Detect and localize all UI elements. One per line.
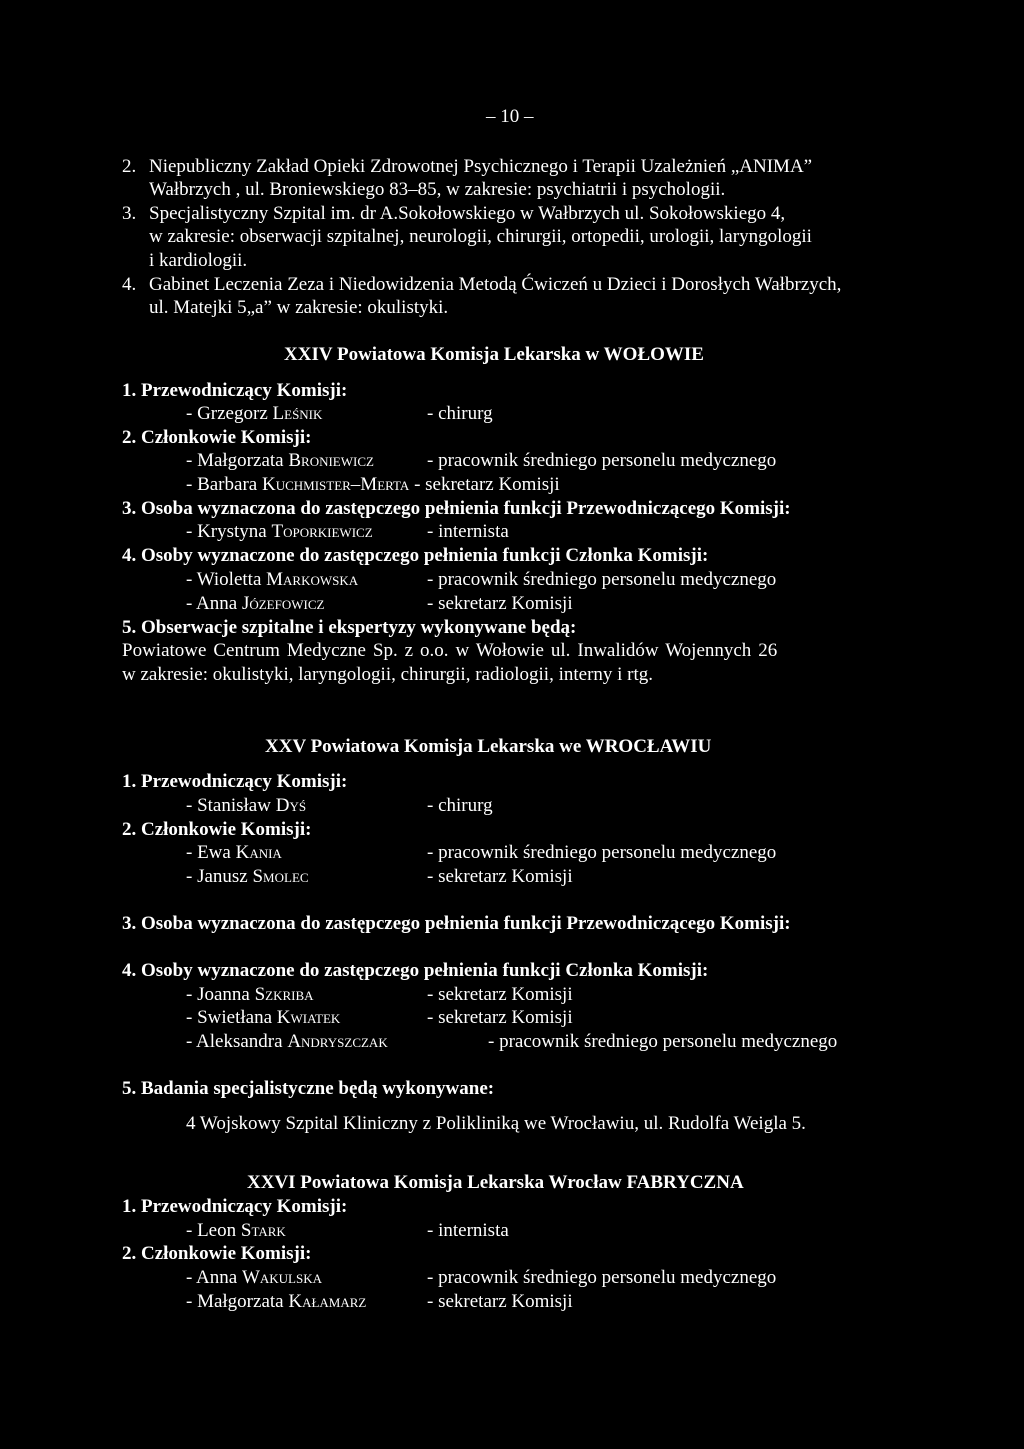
person-name: - Leon Stark xyxy=(186,1220,286,1241)
section-heading: 4. Osoby wyznaczone do zastępczego pełnienia funkcji Członka Komisji: xyxy=(122,545,709,566)
section-title: XXIV Powiatowa Komisja Lekarska w WOŁOWIE xyxy=(284,344,704,365)
person-name: - Wioletta Markowska xyxy=(186,569,359,590)
page-number: – 10 – xyxy=(486,106,534,127)
list-item-text: Wałbrzych , ul. Broniewskiego 83–85, w zakresie: psychiatrii i psychologii. xyxy=(149,179,726,200)
list-item-text: ul. Matejki 5„a” w zakresie: okulistyki. xyxy=(149,297,449,318)
section-heading: 5. Obserwacje szpitalne i ekspertyzy wykonywane będą: xyxy=(122,617,577,638)
person-name: - Barbara Kuchmister–Merta - sekretarz Komisji xyxy=(186,474,560,495)
paragraph: w zakresie: okulistyki, laryngologii, chirurgii, radiologii, interny i rtg. xyxy=(122,664,654,685)
section-heading: 1. Przewodniczący Komisji: xyxy=(122,1196,348,1217)
section-heading: 4. Osoby wyznaczone do zastępczego pełnienia funkcji Członka Komisji: xyxy=(122,960,709,981)
person-role: - internista xyxy=(427,1220,509,1241)
section-heading: 1. Przewodniczący Komisji: xyxy=(122,771,348,792)
section-heading: 1. Przewodniczący Komisji: xyxy=(122,380,348,401)
section-title: XXV Powiatowa Komisja Lekarska we WROCŁAWIU xyxy=(265,736,712,757)
person-role: - chirurg xyxy=(427,403,493,424)
list-item-text: i kardiologii. xyxy=(149,250,248,271)
person-name: - Grzegorz Leśnik xyxy=(186,403,323,424)
person-name: - Małgorzata Broniewicz xyxy=(186,450,374,471)
paragraph: Powiatowe Centrum Medyczne Sp. z o.o. w Wołowie ul. Inwalidów Wojennych 26 xyxy=(122,640,778,661)
person-name: - Swietłana Kwiatek xyxy=(186,1007,341,1028)
section-heading: 2. Członkowie Komisji: xyxy=(122,1243,312,1264)
person-role: - sekretarz Komisji xyxy=(427,1291,573,1312)
person-role: - sekretarz Komisji xyxy=(427,984,573,1005)
person-name: - Ewa Kania xyxy=(186,842,282,863)
list-item-number: 3. xyxy=(122,203,137,224)
section-title: XXVI Powiatowa Komisja Lekarska Wrocław FABRYCZNA xyxy=(247,1172,744,1193)
section-heading: 2. Członkowie Komisji: xyxy=(122,819,312,840)
person-name: - Joanna Szkriba xyxy=(186,984,314,1005)
person-role: - pracownik średniego personelu medycznego xyxy=(427,842,777,863)
list-item-text: w zakresie: obserwacji szpitalnej, neurologii, chirurgii, ortopedii, urologii, laryngologii xyxy=(149,226,812,247)
person-name: - Anna Wakulska xyxy=(186,1267,322,1288)
list-item-text: Niepubliczny Zakład Opieki Zdrowotnej Psychicznego i Terapii Uzależnień „ANIMA” xyxy=(149,156,813,177)
section-heading: 3. Osoba wyznaczona do zastępczego pełnienia funkcji Przewodniczącego Komisji: xyxy=(122,498,791,519)
list-item-number: 2. xyxy=(122,156,137,177)
person-role: - internista xyxy=(427,521,509,542)
person-role: - pracownik średniego personelu medycznego xyxy=(427,450,777,471)
person-name: - Anna Józefowicz xyxy=(186,593,325,614)
person-role: - sekretarz Komisji xyxy=(427,1007,573,1028)
person-name: - Janusz Smolec xyxy=(186,866,309,887)
section-heading: 3. Osoba wyznaczona do zastępczego pełnienia funkcji Przewodniczącego Komisji: xyxy=(122,913,791,934)
person-role: - sekretarz Komisji xyxy=(427,866,573,887)
section-heading: 2. Członkowie Komisji: xyxy=(122,427,312,448)
person-role: - chirurg xyxy=(427,795,493,816)
person-name: - Krystyna Toporkiewicz xyxy=(186,521,373,542)
person-role: - pracownik średniego personelu medycznego xyxy=(427,1267,777,1288)
person-role: - pracownik średniego personelu medycznego xyxy=(488,1031,838,1052)
section-heading: 5. Badania specjalistyczne będą wykonywane: xyxy=(122,1078,495,1099)
list-item-number: 4. xyxy=(122,274,137,295)
person-role: - pracownik średniego personelu medycznego xyxy=(427,569,777,590)
person-name: - Aleksandra Andryszczak xyxy=(186,1031,388,1052)
paragraph: 4 Wojskowy Szpital Kliniczny z Polikliniką we Wrocławiu, ul. Rudolfa Weigla 5. xyxy=(186,1113,806,1134)
person-name: - Małgorzata Kałamarz xyxy=(186,1291,367,1312)
person-role: - sekretarz Komisji xyxy=(427,593,573,614)
person-name: - Stanisław Dyś xyxy=(186,795,307,816)
list-item-text: Gabinet Leczenia Zeza i Niedowidzenia Metodą Ćwiczeń u Dzieci i Dorosłych Wałbrzych, xyxy=(149,274,842,295)
list-item-text: Specjalistyczny Szpital im. dr A.Sokołowskiego w Wałbrzych ul. Sokołowskiego 4, xyxy=(149,203,786,224)
